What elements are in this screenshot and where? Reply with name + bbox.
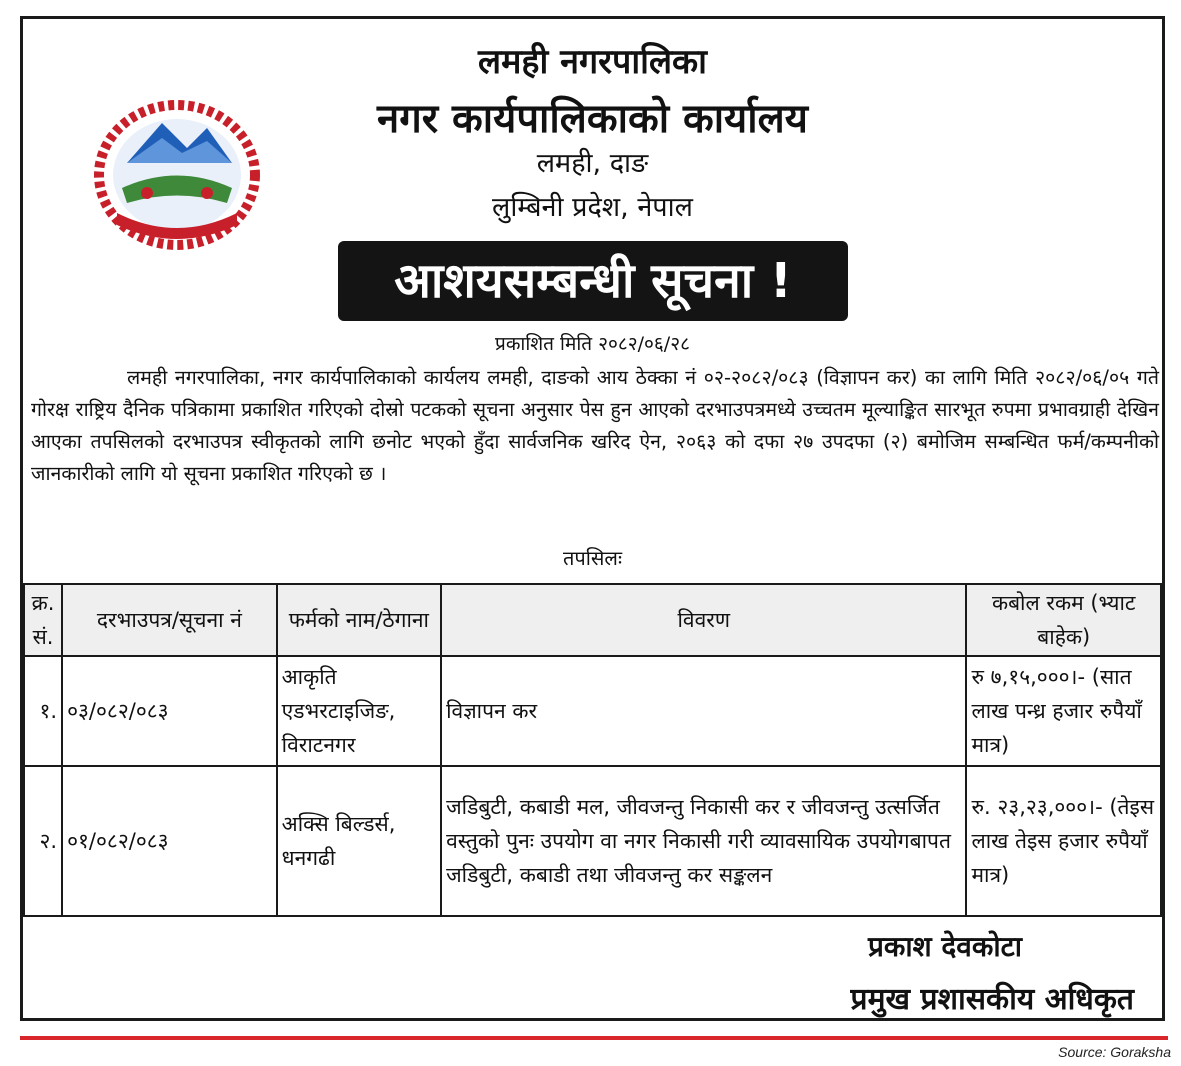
cell-serial: १. <box>24 656 62 766</box>
red-divider <box>20 1036 1168 1040</box>
cell-amount: रु ७,१५,०००।- (सात लाख पन्ध्र हजार रुपैयाँ मात्र) <box>966 656 1161 766</box>
cell-description: विज्ञापन कर <box>441 656 966 766</box>
signatory-title: प्रमुख प्रशासकीय अधिकृत <box>850 982 1134 1017</box>
col-firm: फर्मको नाम/ठेगाना <box>277 584 441 656</box>
cell-firm: आकृति एडभरटाइजिङ, विराटनगर <box>277 656 441 766</box>
source-note: Source: Goraksha <box>1058 1044 1171 1060</box>
cell-firm: अक्सि बिल्डर्स, धनगढी <box>277 766 441 916</box>
table-header-row <box>24 584 1161 656</box>
municipality-name: लमही नगरपालिका <box>478 42 707 82</box>
office-name: नगर कार्यपालिकाको कार्यालय <box>377 96 808 142</box>
published-date: प्रकाशित मिति २०८२/०६/२८ <box>495 333 690 355</box>
office-location: लमही, दाङ <box>536 148 649 179</box>
table-row <box>24 766 1161 916</box>
signatory-name: प्रकाश देवकोटा <box>867 930 1022 963</box>
notice-title-banner: आशयसम्बन्धी सूचना ! <box>338 241 848 321</box>
details-label: तपसिलः <box>562 546 623 570</box>
cell-amount: रु. २३,२३,०००।- (तेइस लाख तेइस हजार रुपैयाँ मात्र) <box>966 766 1161 916</box>
col-description: विवरण <box>441 584 966 656</box>
notice-frame <box>20 16 1165 1021</box>
col-bid-number: दरभाउपत्र/सूचना नं <box>62 584 277 656</box>
award-table <box>23 583 1162 917</box>
notice-body: लमही नगरपालिका, नगर कार्यपालिकाको कार्यलय लमही, दाङको आय ठेक्का नं ०२-२०८२/०८३ (विज्ञापन कर) का लागि मिति २०८२/०६/०५ गते गोरक्ष राष्ट्रिय दैनिक पत्रिकामा प्रकाशित गरिएको दोस्रो पटकको सूचना अनुसार पेस हुन आएको दरभाउपत्रमध्ये उच्चतम मूल्याङ्कित सारभूत रुपमा प्रभावग्राही देखिन आएका तपसिलको दरभाउपत्र स्वीकृतको लागि छनोट भएको हुँदा सार्वजनिक खरिद ऐन, २०६३ को दफा २७ उपदफा (२) बमोजिम सम्बन्धित फर्म/कम्पनीको जानकारीको लागि यो सूचना प्रकाशित गरिएको छ । <box>31 366 1159 485</box>
table-row <box>24 656 1161 766</box>
col-serial: क्र. सं. <box>24 584 62 656</box>
cell-bid-number: ०१/०८२/०८३ <box>62 766 277 916</box>
col-amount: कबोल रकम (भ्याट बाहेक) <box>966 584 1161 656</box>
cell-bid-number: ०३/०८२/०८३ <box>62 656 277 766</box>
province-name: लुम्बिनी प्रदेश, नेपाल <box>492 192 693 223</box>
cell-description: जडिबुटी, कबाडी मल, जीवजन्तु निकासी कर र जीवजन्तु उत्सर्जित वस्तुको पुनः उपयोग वा नगर निकासी गरी व्यावसायिक उपयोगबापत जडिबुटी, कबाडी तथा जीवजन्तु कर सङ्कलन <box>441 766 966 916</box>
cell-serial: २. <box>24 766 62 916</box>
